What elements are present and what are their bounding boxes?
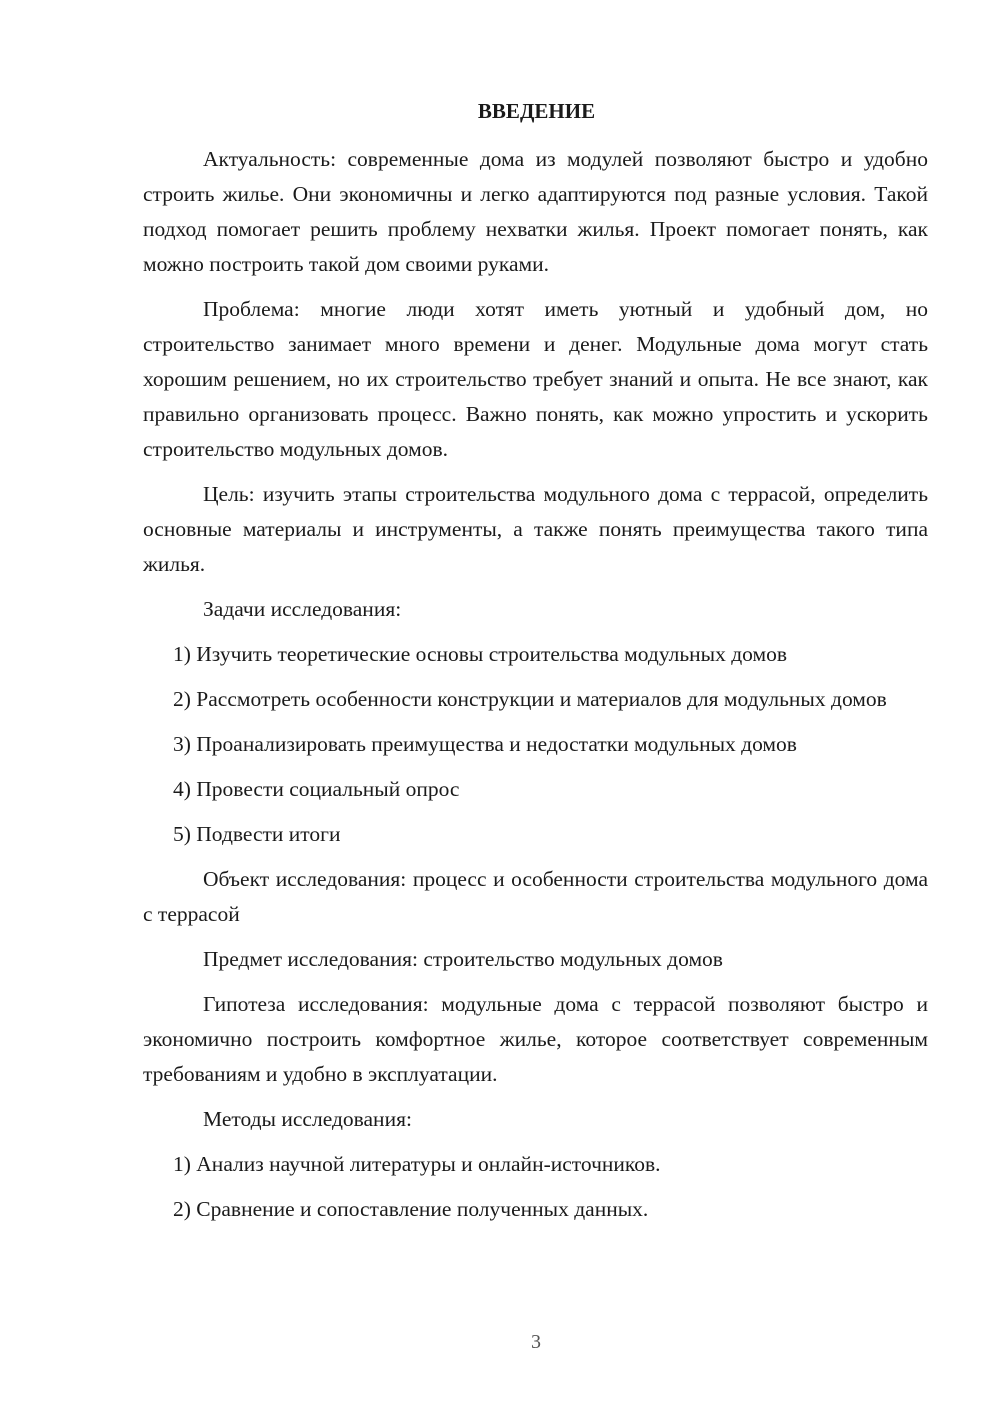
task-item-2: 2) Рассмотреть особенности конструкции и материалов для модульных домов xyxy=(173,687,887,711)
paragraph-hypothesis: Гипотеза исследования: модульные дома с террасой позволяют быстро и экономично построить комфортное жилье, которое соответствует современным требованиям и удобно в эксплуатации. xyxy=(143,992,928,1086)
methods-heading: Методы исследования: xyxy=(203,1107,412,1131)
task-item-3: 3) Проанализировать преимущества и недостатки модульных домов xyxy=(173,732,797,756)
method-item-1: 1) Анализ научной литературы и онлайн-источников. xyxy=(173,1152,661,1176)
paragraph-problem: Проблема: многие люди хотят иметь уютный и удобный дом, но строительство занимает много времени и денег. Модульные дома могут стать хорошим решением, но их строительство требует знаний и опыта. Не все знают, как правильно организовать процесс. Важно понять, как можно упростить и ускорить строительство модульных домов. xyxy=(143,297,928,461)
section-title: ВВЕДЕНИЕ xyxy=(477,99,596,123)
paragraph-object: Объект исследования: процесс и особенности строительства модульного дома с террасой xyxy=(143,867,928,926)
task-item-5: 5) Подвести итоги xyxy=(173,822,341,846)
task-item-4: 4) Провести социальный опрос xyxy=(173,777,460,801)
paragraph-relevance: Актуальность: современные дома из модулей позволяют быстро и удобно строить жилье. Они экономичны и легко адаптируются под разные условия. Такой подход помогает решить проблему нехватки жилья. Проект помогает понять, как можно построить такой дом своими руками. xyxy=(143,147,928,276)
paragraph-subject: Предмет исследования: строительство модульных домов xyxy=(203,947,723,971)
document-page xyxy=(143,94,928,1237)
tasks-heading: Задачи исследования: xyxy=(203,597,402,621)
paragraph-goal: Цель: изучить этапы строительства модульного дома с террасой, определить основные материалы и инструменты, а также понять преимущества такого типа жилья. xyxy=(143,482,928,576)
page-number: 3 xyxy=(531,1331,541,1353)
method-item-2: 2) Сравнение и сопоставление полученных данных. xyxy=(173,1197,649,1221)
task-item-1: 1) Изучить теоретические основы строительства модульных домов xyxy=(173,642,788,666)
